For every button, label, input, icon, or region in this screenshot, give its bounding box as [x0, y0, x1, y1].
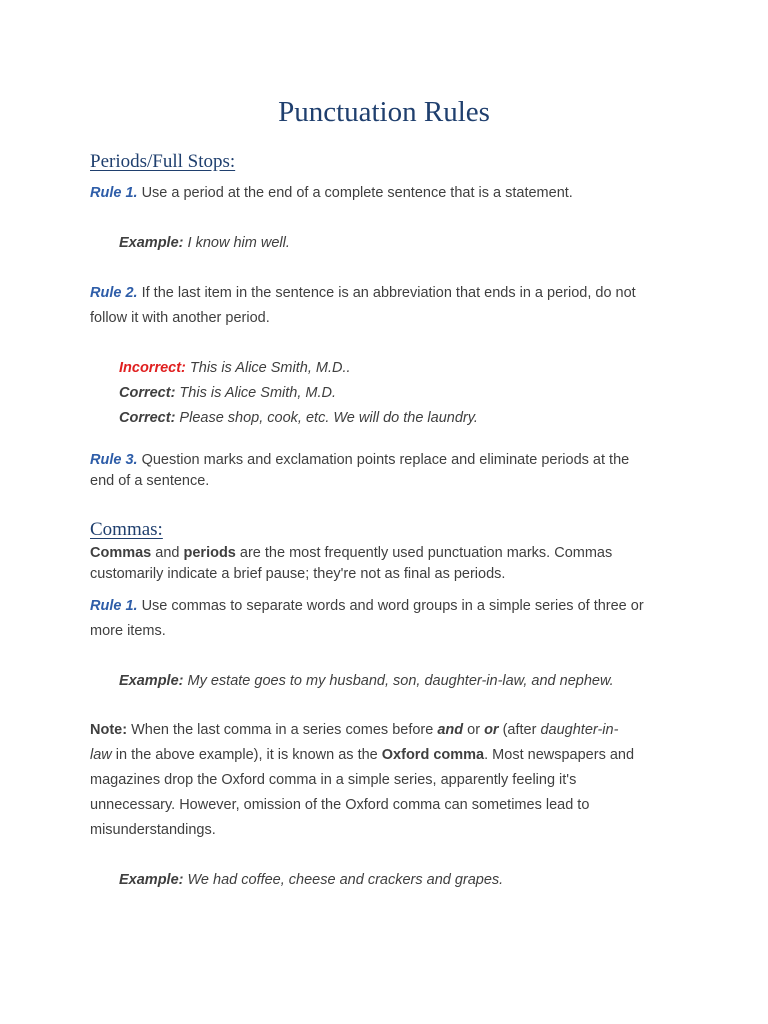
rule-text-line-1: Use commas to separate words and word groups in a simple series of three or — [137, 598, 644, 614]
commas-example-1 — [119, 669, 699, 694]
periods-example-1 — [119, 231, 699, 256]
oxford-comma-term: Oxford comma — [381, 747, 485, 763]
example-label: Example: — [119, 872, 184, 888]
incorrect-example — [119, 356, 699, 381]
commas-example-2 — [119, 868, 699, 893]
rule-text-line-2: end of a sentence. — [90, 473, 210, 489]
oxford-comma-note — [90, 718, 680, 843]
note-text: When the last comma in a series comes before — [127, 722, 438, 738]
correct-text: This is Alice Smith, M.D. — [175, 385, 337, 401]
commas-term: Commas — [90, 545, 152, 561]
note-line-3: magazines drop the Oxford comma in a simple series, apparently feeling it's — [90, 772, 577, 788]
note-text: in the above example), it is known as the — [111, 747, 382, 763]
example-text: I know him well. — [183, 235, 290, 251]
example-text: My estate goes to my husband, son, daughter-in-law, and nephew. — [183, 673, 614, 689]
rule-text: Use a period at the end of a complete sentence that is a statement. — [137, 185, 573, 201]
note-or: or — [484, 722, 499, 738]
periods-heading: Periods/Full Stops: — [90, 151, 236, 172]
commas-rule-1 — [90, 594, 680, 644]
rule-label: Rule 3. — [90, 452, 138, 468]
periods-rule-1 — [90, 181, 680, 206]
correct-label: Correct: — [119, 410, 176, 426]
note-line-4: unnecessary. However, omission of the Oxford comma can sometimes lead to — [90, 797, 590, 813]
periods-rule-3 — [90, 450, 680, 492]
note-daughter-in-law: daughter-in- — [540, 722, 619, 738]
rule-text-line-2: more items. — [90, 623, 166, 639]
commas-intro — [90, 543, 680, 585]
incorrect-label: Incorrect: — [119, 360, 186, 376]
intro-text: are the most frequently used punctuation marks. Commas — [235, 545, 613, 561]
note-and: and — [437, 722, 464, 738]
correct-text: Please shop, cook, etc. We will do the laundry. — [175, 410, 478, 426]
commas-heading: Commas: — [90, 519, 163, 540]
periods-rule-2 — [90, 281, 680, 331]
rule-label: Rule 2. — [90, 285, 138, 301]
correct-example-1 — [119, 381, 699, 406]
correct-label: Correct: — [119, 385, 176, 401]
note-line-5: misunderstandings. — [90, 822, 216, 838]
rule-text-line-1: If the last item in the sentence is an abbreviation that ends in a period, do not — [137, 285, 636, 301]
intro-line-2: customarily indicate a brief pause; they're not as final as periods. — [90, 566, 506, 582]
page-title: Punctuation Rules — [278, 96, 490, 128]
note-text: . Most newspapers and — [484, 747, 635, 763]
periods-term: periods — [183, 545, 236, 561]
rule-text-line-1: Question marks and exclamation points replace and eliminate periods at the — [137, 452, 630, 468]
note-daughter-in-law-cont: law — [90, 747, 112, 763]
rule-label: Rule 1. — [90, 185, 138, 201]
example-label: Example: — [119, 235, 184, 251]
note-label: Note: — [90, 722, 128, 738]
example-label: Example: — [119, 673, 184, 689]
rule-label: Rule 1. — [90, 598, 138, 614]
incorrect-text: This is Alice Smith, M.D.. — [185, 360, 351, 376]
example-text: We had coffee, cheese and crackers and grapes. — [183, 872, 504, 888]
rule-text-line-2: follow it with another period. — [90, 310, 270, 326]
intro-text: and — [151, 545, 184, 561]
note-text: (after — [498, 722, 541, 738]
correct-example-2 — [119, 406, 699, 431]
note-text: or — [463, 722, 485, 738]
